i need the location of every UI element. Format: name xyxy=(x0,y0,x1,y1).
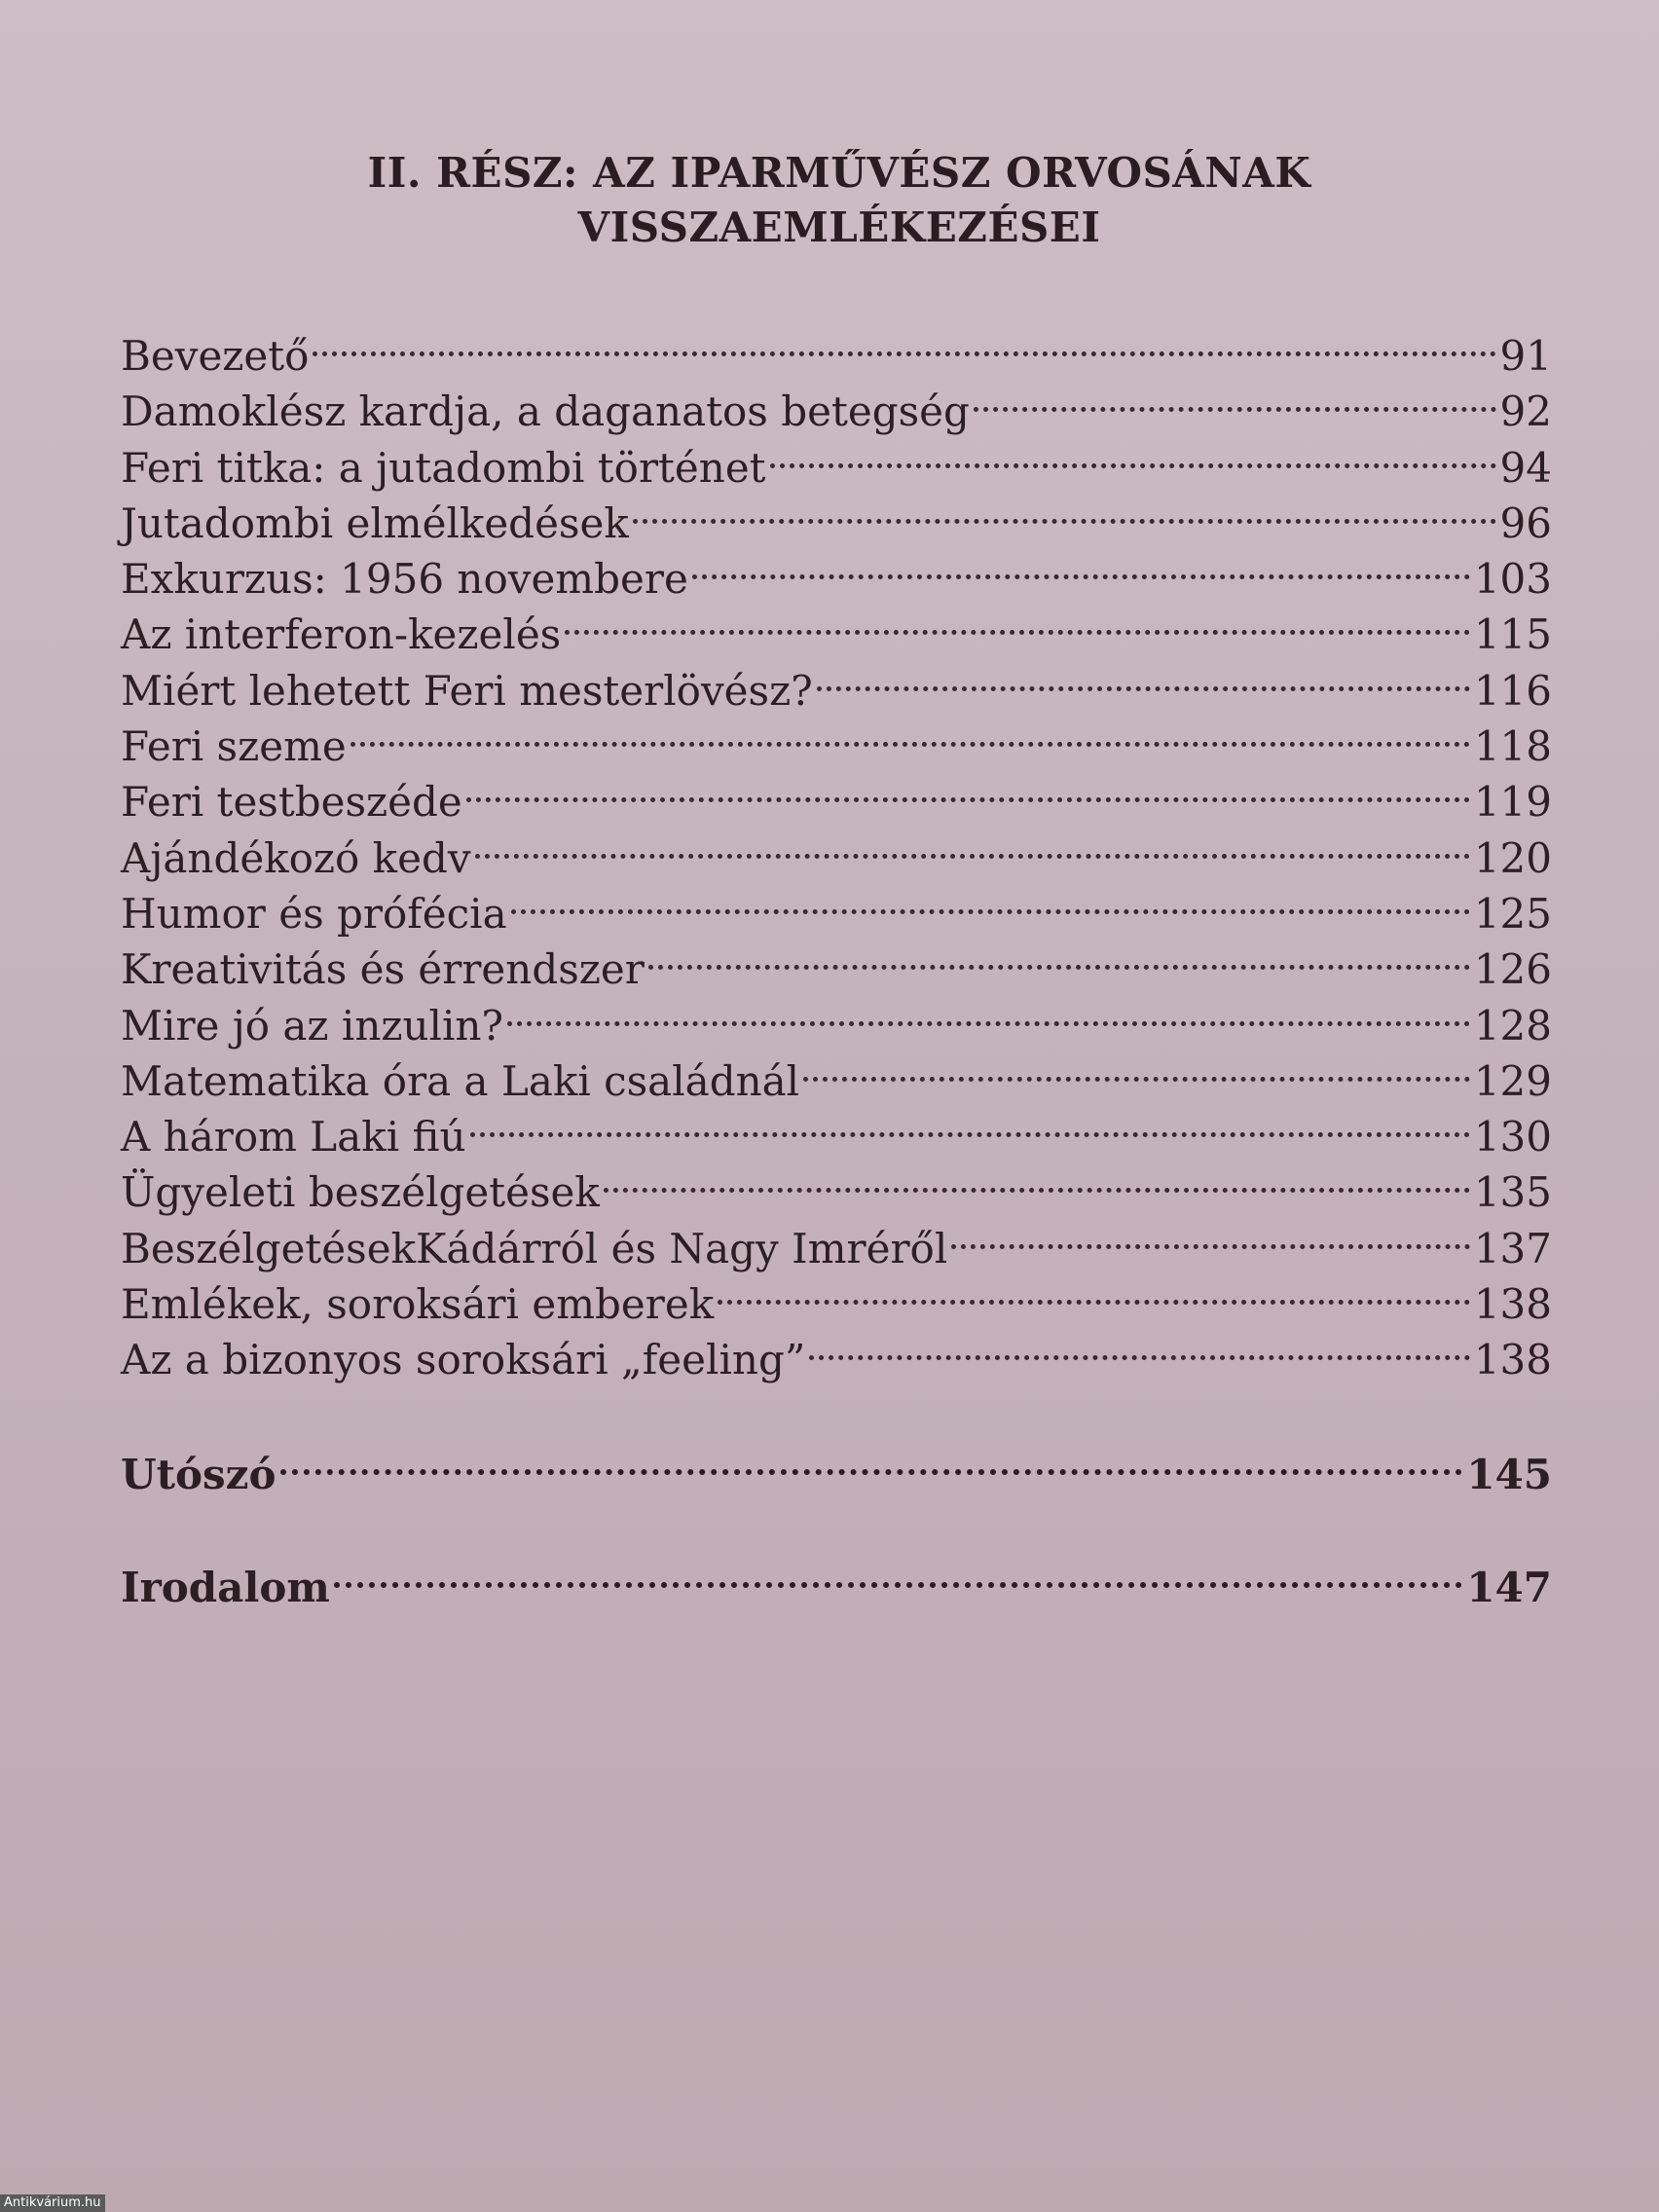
toc-entry-irodalom xyxy=(121,1546,1552,1611)
toc-entry-title: Miért lehetett Feri mesterlövész? xyxy=(121,666,813,715)
toc-entry-page: 128 xyxy=(1473,1001,1552,1050)
dot-leader xyxy=(803,1040,1470,1095)
toc-entry-title: Ajándékozó kedv xyxy=(121,833,471,882)
toc-entry-page: 103 xyxy=(1473,555,1552,604)
dot-leader xyxy=(475,817,1470,872)
toc-entry-title: Kreativitás és érrendszer xyxy=(121,945,645,994)
toc-entry-utoszo xyxy=(121,1433,1552,1498)
dot-leader xyxy=(313,314,1495,370)
toc-entry-title: BeszélgetésekKádárról és Nagy Imréről xyxy=(121,1224,948,1272)
toc-entry-title: Humor és prófécia xyxy=(121,889,507,938)
dot-leader xyxy=(334,1546,1463,1602)
toc-entry-page: 94 xyxy=(1499,443,1552,492)
toc-entry-title: Emlékek, soroksári emberek xyxy=(121,1280,715,1329)
toc-entry-title: Az interferon-kezelés xyxy=(121,610,562,659)
toc-entry-page: 96 xyxy=(1499,498,1552,547)
dot-leader xyxy=(648,928,1470,983)
toc-entry-page: 120 xyxy=(1473,833,1552,882)
dot-leader xyxy=(633,482,1496,537)
dot-leader xyxy=(718,1263,1470,1318)
toc-entry-page: 130 xyxy=(1473,1113,1552,1161)
dot-leader xyxy=(350,705,1470,760)
toc-entry-page: 129 xyxy=(1473,1056,1552,1105)
toc-entry-title: A három Laki fiú xyxy=(121,1113,466,1161)
toc-entry-title: Feri titka: a jutadombi történet xyxy=(121,443,766,492)
toc-entry-page: 126 xyxy=(1473,945,1552,994)
toc-entry-title: Feri testbeszéde xyxy=(121,778,462,827)
dot-leader xyxy=(604,1151,1470,1206)
toc-entry-title: Matematika óra a Laki családnál xyxy=(121,1056,800,1105)
dot-leader xyxy=(817,649,1470,705)
toc-entry-title: Mire jó az inzulin? xyxy=(121,1001,503,1050)
toc-entry-page: 125 xyxy=(1473,889,1552,938)
toc-entry-page: 135 xyxy=(1473,1168,1552,1217)
toc-entry-page: 91 xyxy=(1499,332,1552,380)
section-heading-line-1: II. RÉSZ: AZ IPARMŰVÉSZ ORVOSÁNAK xyxy=(367,149,1311,197)
dot-leader xyxy=(511,872,1470,928)
dot-leader xyxy=(809,1318,1470,1374)
toc-entry-title: Az a bizonyos soroksári „feeling” xyxy=(121,1336,806,1384)
toc-entry-title: Damoklész kardja, a daganatos betegség xyxy=(121,387,970,436)
toc-entry-page: 138 xyxy=(1473,1336,1552,1384)
toc-entry-title: Jutadombi elmélkedések xyxy=(121,498,629,547)
dot-leader xyxy=(974,370,1496,425)
dot-leader xyxy=(280,1433,1463,1489)
dot-leader xyxy=(951,1207,1470,1263)
dot-leader xyxy=(470,1095,1470,1151)
toc-entry-page: 145 xyxy=(1466,1450,1552,1498)
toc-entry-page: 115 xyxy=(1473,610,1552,659)
toc-entry-page: 118 xyxy=(1473,722,1552,771)
toc-entry-page: 119 xyxy=(1473,778,1552,827)
toc-entry-page: 137 xyxy=(1473,1224,1552,1272)
dot-leader xyxy=(770,426,1496,482)
dot-leader xyxy=(692,537,1470,593)
dot-leader xyxy=(466,760,1470,816)
toc-entry-title: Exkurzus: 1956 novembere xyxy=(121,555,688,604)
toc-entry-title: Irodalom xyxy=(121,1563,330,1611)
watermark: Antikvárium.hu xyxy=(0,2194,105,2212)
toc-entry-title: Utószó xyxy=(121,1450,276,1498)
toc-entry-page: 138 xyxy=(1473,1280,1552,1329)
table-of-contents xyxy=(121,314,1552,1611)
toc-entry-title: Feri szeme xyxy=(121,722,347,771)
toc-entry-page: 116 xyxy=(1473,666,1552,715)
section-gap xyxy=(121,1489,1552,1546)
toc-entry xyxy=(121,314,1552,380)
toc-entry xyxy=(121,370,1552,436)
toc-entry-page: 147 xyxy=(1466,1563,1552,1611)
toc-entry-page: 92 xyxy=(1499,387,1552,436)
toc-entry-title: Ügyeleti beszélgetések xyxy=(121,1168,600,1217)
dot-leader xyxy=(565,593,1470,648)
toc-entry-title: Bevezető xyxy=(121,332,310,380)
section-heading xyxy=(0,146,1659,255)
section-heading-line-2: VISSZAEMLÉKEZÉSEI xyxy=(577,203,1101,251)
dot-leader xyxy=(507,984,1470,1040)
